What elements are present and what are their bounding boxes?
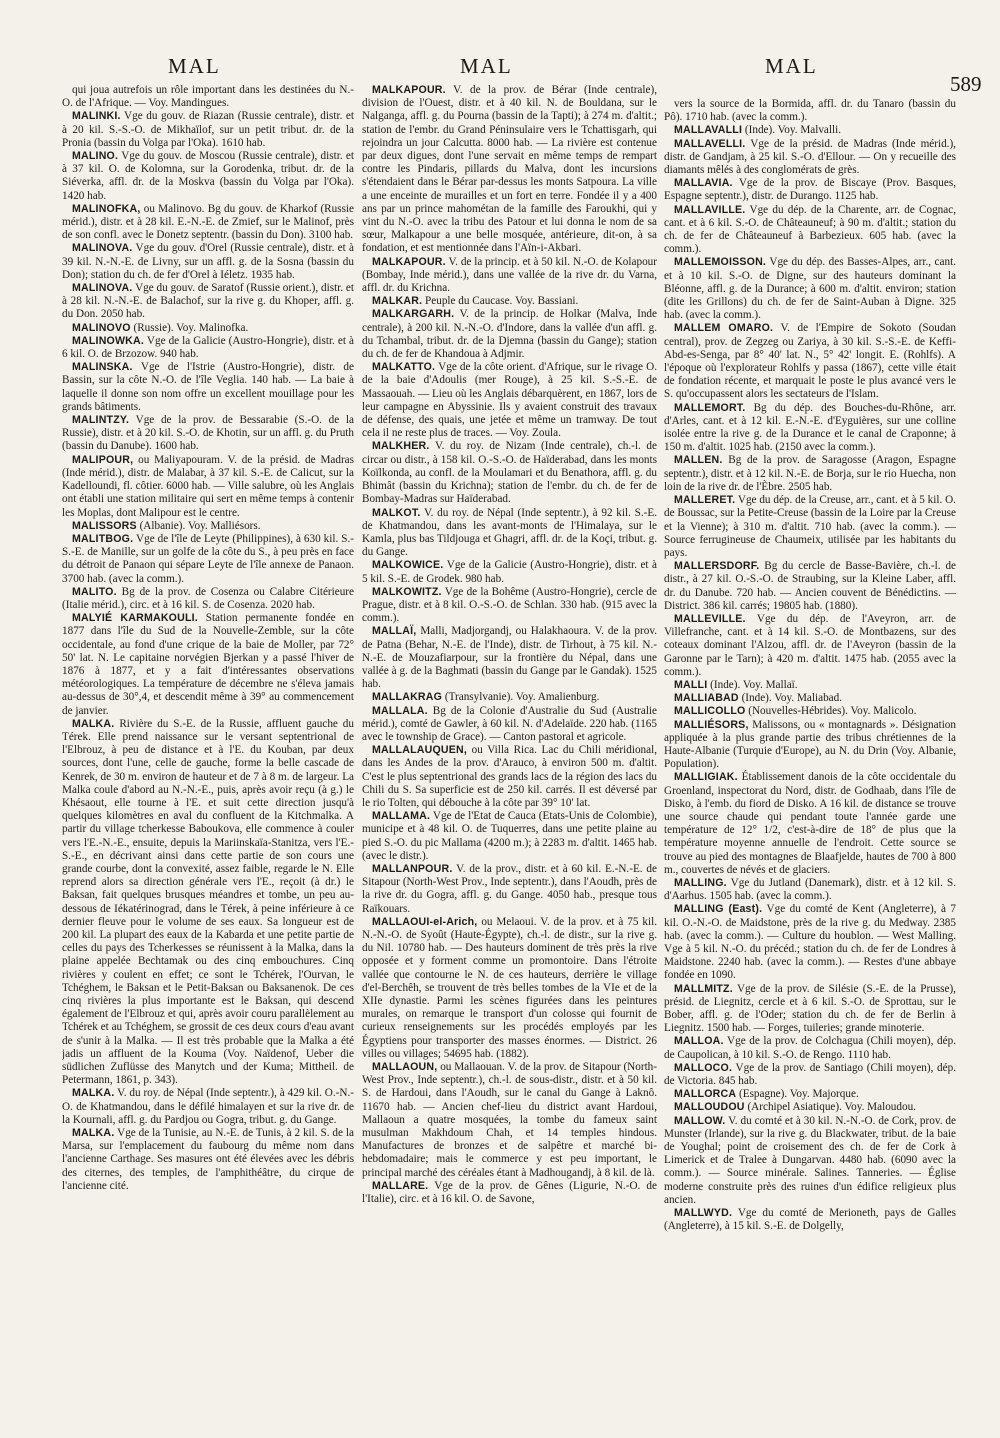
entry-headword: MALLANPOUR.: [372, 862, 453, 875]
dictionary-entry: [664, 204, 956, 257]
entry-headword: MALKARGARH.: [372, 308, 455, 321]
entry-headword: MALLIGIAK.: [674, 771, 738, 784]
dictionary-entry: [62, 361, 354, 414]
entry-text: Vge de l'île de Leyte (Philippines), à 630 kil. S.-S.-E. de Manille, sur un golfe de la côte du S., à peu près en face du détroit de Panaon qui sépare Leyte de l'île annexe de Panaon. 3700 hab. (avec la comm.).: [62, 532, 354, 585]
dictionary-entry: [664, 877, 956, 903]
entry-text: Vge de la côte orient. d'Afrique, sur le rivage O. de la baie d'Adoulis (mer Rouge), à 25 kil. S.-S.-E. de Massaouah. — Lieu où les Anglais débarquèrent, en 1867, lors de leur campagne en Abyssinie. Ils y avaient construit des travaux de défense, des quais, une jetée et même un tramway. De tout cela il ne reste plus de traces. — Voy. Zoula.: [362, 361, 657, 440]
entry-text: vers la source de la Bormida, affl. dr. du Tanaro (bassin du Pô). 1710 hab. (avec la comm.).: [664, 98, 956, 124]
dictionary-entry: [664, 679, 956, 692]
entry-headword: MALLAOUN,: [372, 1061, 438, 1074]
dictionary-entry: [362, 559, 657, 585]
entry-text: V. de la prov. de Bérar (Inde centrale), division de l'Ouest, distr. et à 40 kil. N. de Bouldana, sur le Nalganga, affl. g. du Pourna (bassin de la Tapti); à 274 m. d'altit.; station de l'embr. du Grand Péninsulaire vers le Tchattisgarh, qui rejoindra un jour Calcutta. 8000 hab. — La rivière est contenue par deux digues, dont l'une servait en même temps de rempart contre les Pindaris, pillards du Malva, dont les incursions s'étendaient dans le Bérar par-dessus les monts Satpoura. La ville a une enceinte de murailles et un fort en terre. Fondée il y a 400 ans par un prince mahométan de la famille des Faroukhi, qui y vint du N.-O. avec la tribu des Patour et lui donna le nom de sa sœur, Malkapour a une belle mosquée, antérieure, dit-on, à sa fondation, et est mentionnée dans l'Aïn-i-Akbari.: [362, 84, 657, 255]
entry-headword: MALINOVA.: [72, 282, 133, 295]
entry-text: Vge du comté de Kent (Angleterre), à 7 kil. O.-N.-O. de Maidstone, près de la rive g. du Medway. 2385 hab. (avec la comm.). — Culture du houblon. — West Malling. Vge à 5 kil. N.-O. du précéd.; station du ch. de fer de Londres à Maidstone. 2240 hab. (avec la comm.). — Restes d'une abbaye fondée en 1090.: [664, 903, 956, 982]
entry-headword: MALLOUDOU: [674, 1101, 745, 1114]
dictionary-entry: [62, 612, 354, 718]
entry-text: V. du roy. de Nizam (Inde centrale), ch.-l. de circar ou distr., à 158 kil. O.-S.-O. de Haïderabad, dans les monts Koïlkonda, au confl. de la Moulamari et du Benathora, affl. g. du Bhimât (bassin du Krichna); station de l'embr. du ch. de fer de Bombay-Madras sur Haïderabad.: [362, 440, 657, 506]
entry-text: Vge de la prov. de Bessarabie (S.-O. de la Russie), distr. et à 20 kil. S.-O. de Khotin, sur un affl. g. du Pruth (bassin du Danube). 1600 hab.: [62, 414, 354, 453]
entry-text: Vge de la prov. de Silésie (S.-E. de la Prusse), présid. de Liegnitz, cercle et à 6 kil. S.-O. de Sprottau, sur le Bober, affl. g. de l'Oder; station du ch. de fer de Berlin à Liegnitz. 1500 hab. — Forges, tuileries; grande minoterie.: [664, 982, 956, 1035]
entry-text: Vge de la présid. de Madras (Inde mérid.), distr. de Gandjam, à 25 kil. S.-O. d'Ellour. — On y recueille des diamants mêlés à des conglomérats de grès.: [664, 137, 956, 177]
entry-text: Bg du dép. des Bouches-du-Rhône, arr. d'Arles, cant. et à 12 kil. E.-N.-E. d'Eyguières, sur une colline isolée entre la rive g. de la Durance et le canal de Craponne; à 150 m. d'altit. 1025 hab. (2150 avec la comm.).: [664, 401, 956, 454]
entry-headword: MALINKI.: [72, 110, 121, 123]
entry-headword: MALKAPOUR.: [372, 255, 446, 268]
entry-headword: MALKOWICE.: [372, 559, 444, 572]
dictionary-entry: [362, 84, 657, 256]
entry-headword: MALINOFKA,: [72, 202, 141, 215]
dictionary-entry: [664, 613, 956, 679]
entry-headword: MALINO.: [72, 150, 119, 163]
entry-text: V. de l'Empire de Sokoto (Soudan central), prov. de Zegzeg ou Zariya, à 30 kil. S.-S.-E. de Keffi-Abd-es-Senga, par 8° 40' lat. N., 5° 42' longit. E. (Rohlfs). A l'époque où l'explorateur Rohlfs y passa (1867), cette ville était de fondation récente, et marquait le poste le plus avancé vers le S. qu'occupassent alors les sectateurs de l'Islam.: [664, 322, 956, 401]
entry-headword: MALLEMORT.: [674, 401, 746, 414]
entry-text: Malli, Madjorgandj, ou Halakhaoura. V. de la prov. de Patna (Behar, N.-E. de l'Inde), distr. de Tirhout, à 75 kil. N.-N.-E. de Mouzafiarpour, sur la frontière du Népal, dans une vallée à g. de la Baghmati (bassin du Gange par le Gandak). 1525 hab.: [362, 625, 657, 691]
entry-headword: MALLAVALLI: [674, 124, 743, 137]
dictionary-entry: [664, 1062, 956, 1088]
entry-text: V. du roy. de Népal (Inde septentr.), à 429 kil. O.-N.-O. de Khatmandou, dans le défilé himalayen et sur la rive dr. de la Kournali, affl. g. du Pardjou ou Gogra, tribut. g. du Gange.: [62, 1087, 354, 1126]
dictionary-entry: [362, 507, 657, 560]
entry-headword: MALLARE.: [372, 1179, 429, 1192]
dictionary-entry: [362, 863, 657, 916]
entry-text: (Nouvelles-Hébrides). Voy. Malicolo.: [748, 705, 917, 718]
dictionary-entry: [62, 110, 354, 150]
entry-headword: MALKOWITZ.: [372, 585, 442, 598]
dictionary-entry: [62, 414, 354, 454]
entry-text: Vge de la prov. de Santiago (Chili moyen), dép. de Victoria. 845 hab.: [664, 1061, 956, 1088]
dictionary-entry: [362, 308, 657, 361]
entry-headword: MALLORCA: [674, 1088, 737, 1101]
entry-text: Vge de l'Istrie (Austro-Hongrie), distr. de Bassin, sur la côte N.-O. de l'île Veglia. 140 hab. — La baie à laquelle il donne son nom offre un excellent mouillage pour les grands bâtiments.: [62, 361, 354, 413]
entry-headword: MALYIÉ KARMAKOULI.: [72, 612, 198, 625]
entry-text: (Russie). Voy. Malinofka.: [133, 321, 249, 334]
dictionary-entry: [62, 718, 354, 1088]
dictionary-entry: [664, 560, 956, 613]
entry-text: qui joua autrefois un rôle important dans les destinées du N.-O. de l'Afrique. — Voy. Mandingues.: [62, 84, 354, 110]
dictionary-entry: [664, 256, 956, 322]
entry-headword: MALKAR.: [372, 295, 423, 308]
entry-headword: MALLAVILLE.: [674, 203, 746, 216]
entry-headword: MALKHER.: [372, 440, 430, 453]
entry-headword: MALLING (East).: [674, 903, 763, 916]
dictionary-entry: [62, 454, 354, 520]
entry-headword: MALLAÏ,: [372, 625, 417, 638]
entry-text: Établissement danois de la côte occidentale du Groenland, inspectorat du Nord, distr. de Godhaab, dans l'île de Disko, à l'emb. du fiord de Disko. A 16 kil. de distance se trouve une source chaude qui pendant toute l'année garde une température de 12° 1/2, c'est-à-dire de 18° de plus que la température moyenne annuelle de l'endroit. Cette source se trouve au pied des montagnes de Blaafjelde, hautes de 700 à 800 m., couvertes de névés et de glaciers.: [664, 771, 956, 876]
entry-text: Vge de la prov. de Biscaye (Prov. Basques, Espagne septentr.), distr. de Durango. 1125 hab.: [664, 177, 956, 203]
dictionary-entry: [664, 454, 956, 494]
entry-text: Bg de la prov. de Saragosse (Aragon, Espagne septentr.), distr. et à 12 kil. N.-E. de Borja, sur le rio Huecha, non loin de la rive dr. de l'Èbre. 2505 hab.: [664, 454, 956, 493]
dictionary-entry: [362, 1061, 657, 1180]
entry-text: Vge de la prov. de Colchagua (Chili moyen), dép. de Caupolican, à 10 kil. S.-O. de Rengo. 1110 hab.: [664, 1035, 956, 1061]
entry-text: Bg du cercle de Basse-Bavière, ch.-l. de distr., à 27 kil. O.-S.-O. de Straubing, sur la Kleine Laber, affl. dr. du Danube. 720 hab. — Ancien couvent de Bénédictins. — District. 386 kil. carrés; 19805 hab. (1880).: [664, 560, 956, 612]
entry-headword: MALINTZY.: [72, 414, 130, 427]
entry-text: (Espagne). Voy. Majorque.: [739, 1088, 859, 1101]
entry-text: Rivière du S.-E. de la Russie, affluent gauche du Térek. Elle prend naissance sur le versant septentrional de l'Elbrouz, à peu de distance et à l'E. du Kouban, par deux sources, dont l'une, celle de gauche, forme la belle cascade de Kenrek, de 30 m. environ de hauteur et de 7 à 8 m. de largeur. La Malka coule d'abord au N.-N.-E., puis, après avoir reçu (à g.) le Khésaout, elle tourne à l'E. et suit cette direction jusqu'à quelques kilomètres en aval du confluent de la Kitchmalka. A partir du village tcherkesse Baboukova, elle commence à couler vers l'E.-N.-E., ensuite, depuis la Mariinskaïa-Stanitza, vers l'E.-S.-E., en décrivant ainsi dans cette partie de son cours une grande courbe, dont la convexité, assez faible, regarde le N. Elle reprend alors sa direction générale vers l'E., reçoit (à dr.) le Baksan, fait quelques brusques méandres et tombe, un peu au-dessous de Iékatérinograd, dans le Térek, à peine inférieure à ce dernier fleuve pour le volume de ses eaux. Sa longueur est de 200 kil. La plupart des eaux de la Kabarda et une petite partie de celles du pays des Tcherkesses se réunissent à la Malka, dans la plaine appelée Bechtamak ou des cinq embouchures. Cinq rivières y coulent en effet; ce sont le Tchérek, l'Ourvan, le Tchéghem, le Baksan et le Petit-Baksan ou Baksanenok. De ces cinq rivières la plus importante est le Baksan, qui descend également de l'Elbrouz et qui, après avoir couru parallèlement au Tchérek et au Tchéghem, se grossit de ces deux cours d'eau avant de s'unir à la Malka. — Il est très probable que la Malka a été jadis un affluent de la Kouma (Voy. Naïdenof, Ueber die südlichen Zuflüsse des Manytch und der Kuma; Mittheil. de Petermann, 1861, p. 343).: [62, 717, 354, 1087]
dictionary-entry: [664, 1207, 956, 1233]
entry-headword: MALINSKA.: [72, 361, 133, 374]
dictionary-entry: [62, 242, 354, 282]
dictionary-entry: [362, 361, 657, 440]
entry-text: ou Melaoui. V. de la prov. et à 75 kil. N.-N.-O. de Syoût (Haute-Égypte), ch.-l. de distr., sur la rive g. du Nil. 10780 hab. — Des hauteurs dominent de très près la rive opposée et y forment comme un promontoire. Dans l'étroite vallée que contourne le N. de ces hauteurs, derrière le village d'el-Berchêh, se trouvent de très belles tombes de la VIe et de la XIIe dynastie. Parmi les scènes figurées dans les peintures murales, on remarque le transport d'un colosse qui fournit de curieux renseignements sur les procédés employés par les Égyptiens pour transporter des masses énormes. — District. 26 villes ou villages; 54695 hab. (1882).: [362, 915, 657, 1060]
running-header-right: MAL: [765, 54, 818, 78]
entry-text: Vge de la Bohême (Austro-Hongrie), cercle de Prague, distr. et à 8 kil. O.-S.-O. de Schlan. 330 hab. (915 avec la comm.).: [362, 585, 657, 625]
entry-headword: MALKA.: [72, 1087, 115, 1100]
entry-headword: MALKATTO.: [372, 361, 436, 374]
entry-headword: MALLEMOISSON.: [674, 256, 767, 269]
dictionary-entry: [362, 440, 657, 506]
entry-text: V. de la princip. et à 50 kil. N.-O. de Kolapour (Bombay, Inde mérid.), dans une vallée de la rive dr. du Varna, affl. dr. du Krichna.: [362, 255, 657, 295]
entry-headword: MALLI: [674, 678, 708, 691]
dictionary-entry: [362, 916, 657, 1061]
entry-headword: MALLERET.: [674, 494, 736, 507]
dictionary-entry: [664, 322, 956, 401]
entry-headword: MALKA.: [72, 717, 115, 730]
entry-headword: MALLALA.: [372, 704, 428, 717]
entry-text: Bg de la Colonie d'Australie du Sud (Australie mérid.), comté de Gawler, à 60 kil. N. d'Adelaïde. 220 hab. (1165 avec le township de Grace). — Canton pastoral et agricole.: [362, 704, 657, 743]
dictionary-entry: [62, 282, 354, 322]
dictionary-entry: [664, 1035, 956, 1061]
entry-text: Malissons, ou « montagnards ». Désignation appliquée à la plus grande partie des tribus chrétiennes de la Haute-Albanie (Turquie d'Europe), au N. du Drin (Voy. Albanie, Population).: [664, 718, 956, 771]
entry-text: (Albanie). Voy. Malliésors.: [139, 519, 261, 532]
entry-headword: MALLMITZ.: [674, 982, 733, 995]
entry-text: Peuple du Caucase. Voy. Bassiani.: [425, 295, 579, 308]
entry-text: V. de la prov., distr. et à 60 kil. E.-N.-E. de Sitapour (North-West Prov., Inde septentr.), dans l'Aoudh, près de la rive dr. du Gogra, affl. g. du Gange. 4050 hab., presque tous Raïkouars.: [362, 862, 657, 915]
entry-text: (Inde). Voy. Maliabad.: [741, 692, 843, 705]
entry-text: Vge de la Tunisie, au N.-E. de Tunis, à 2 kil. S. de la Marsa, sur l'emplacement du faubourg du même nom dans l'ancienne Carthage. Ses masures ont été élevées avec les débris des citernes, des temples, de l'amphithéâtre, du cirque de l'ancienne cité.: [62, 1127, 354, 1192]
entry-headword: MALKOT.: [372, 506, 421, 519]
entry-headword: MALLAKRAG: [372, 691, 443, 704]
entry-text: Vge du dép. de l'Aveyron, arr. de Villefranche, cant. et à 14 kil. S.-O. de Montbazens, sur des coteaux dominant l'Alzou, affl. dr. de l'Aveyron (bassin de la Garonne par le Tarn); à 420 m. d'altit. 1475 hab. (2055 avec la comm.).: [664, 612, 956, 678]
entry-text: Bg de la prov. de Cosenza ou Calabre Citérieure (Italie mérid.), circ. et à 16 kil. S. de Cosenza. 2020 hab.: [62, 585, 354, 611]
dictionary-entry: [62, 1127, 354, 1193]
dictionary-entry: [664, 177, 956, 203]
entry-headword: MALLAMA.: [372, 810, 431, 823]
running-header-center: MAL: [460, 54, 513, 78]
dictionary-entry: [664, 124, 956, 137]
entry-text: Vge du comté de Merioneth, pays de Galles (Angleterre), à 15 kil. S.-E. de Dolgelly,: [664, 1207, 956, 1233]
entry-headword: MALITO.: [72, 585, 117, 598]
entry-headword: MALITBOG.: [72, 532, 134, 545]
entry-headword: MALLICOLLO: [674, 705, 746, 718]
dictionary-entry: [664, 402, 956, 455]
dictionary-entry: [62, 335, 354, 361]
entry-text: Vge du dép. de la Creuse, arr., cant. et à 5 kil. O. de Boussac, sur la Petite-Creuse (bassin de la Loire par la Creuse et la Vienne); à 310 m. d'altit. 710 hab. (avec la comm.). — Source ferrugineuse de Chaumeix, utilisée par les habitants du pays.: [664, 494, 956, 559]
dictionary-entry: [664, 692, 956, 705]
dictionary-entry: [62, 533, 354, 586]
dictionary-entry: [362, 256, 657, 296]
entry-text: ou Malinovo. Bg du gouv. de Kharkof (Russie mérid.), distr. et à 28 kil. E.-N.-E. de Zmief, sur le Malinof, près de son confl. avec le Donetz septentr. (bassin du Don). 3100 hab.: [62, 202, 354, 242]
entry-headword: MALLWYD.: [674, 1207, 733, 1220]
column-left: [62, 84, 354, 1424]
dictionary-entry: [62, 84, 354, 110]
dictionary-entry: [62, 322, 354, 335]
column-middle: [362, 84, 657, 1424]
dictionary-entry: [62, 203, 354, 243]
entry-headword: MALLERSDORF.: [674, 560, 760, 573]
column-right: [664, 98, 956, 1438]
entry-text: V. du comté et à 30 kil. N.-N.-O. de Cork, prov. de Munster (Irlande), sur la rive g. du Blackwater, tribut. de la baie de Youghal; point de croisement des ch. de fer de Cork à Limerick et de Tralee à Dungarvan. 4480 hab. (6090 avec la comm.). — Source minérale. Salines. Tanneries. — Église moderne construite près des ruines d'un édifice religieux plus ancien.: [664, 1114, 956, 1206]
entry-text: ou Maliyapouram. V. de la présid. de Madras (Inde mérid.), distr. de Malabar, à 37 kil. S.-E. de Calicut, sur la Kadelloundi, fl. côtier. 6000 hab. — Ville salubre, où les Anglais ont établi une station militaire qui sert en même temps à contenir les Moplas, dont Malipour est le centre.: [62, 453, 354, 519]
dictionary-entry: [664, 983, 956, 1036]
entry-text: Vge du gouv. d'Orel (Russie centrale), distr. et à 39 kil. N.-N.-E. de Livny, sur un affl. g. de la Sosna (bassin du Don); station du ch. de fer d'Orel à Iéletz. 1935 hab.: [62, 242, 354, 281]
dictionary-entry: [664, 1088, 956, 1101]
entry-text: (Inde). Voy. Mallaï.: [710, 678, 798, 691]
dictionary-entry: [362, 586, 657, 626]
dictionary-entry: [362, 625, 657, 691]
entry-headword: MALLEM OMARO.: [674, 322, 774, 335]
entry-headword: MALLALAUQUEN,: [372, 744, 467, 757]
entry-text: (Inde). Voy. Malvalli.: [744, 124, 842, 137]
entry-headword: MALISSORS: [72, 519, 137, 532]
entry-headword: MALINOVA.: [72, 242, 133, 255]
entry-headword: MALLOA.: [674, 1035, 724, 1048]
dictionary-entry: [362, 1180, 657, 1206]
entry-text: Station permanente fondée en 1877 dans l'île du Sud de la Nouvelle-Zemble, sur la côte occidentale, au fond d'une crique de la baie de Moller, par 72° 50' lat. N. Le capitaine norvégien Bjerkan y a passé l'hiver de 1876 à 1877, et y a fait d'intéressantes observations météorologiques. La température de décembre ne s'éleva jamais au-dessus de 30°,4, et descendit même à 39° au commencement de janvier.: [62, 612, 354, 717]
entry-headword: MALLEN.: [674, 454, 723, 467]
entry-text: V. du roy. de Népal (Inde septentr.), à 92 kil. S.-E. de Khatmandou, dans les avant-monts de l'Himalaya, sur le Kamla, plus bas Tildjouga et Ghagri, affl. dr. de la Koçi, tribut. g. du Gange.: [362, 506, 657, 559]
entry-text: ou Mallaouan. V. de la prov. de Sitapour (North-West Prov., Inde septentr.), ch.-l. de sous-distr., distr. et à 50 kil. S. de Hardoui, dans l'Aoudh, sur le canal du Gange à Laknô. 11670 hab. — Ancien chef-lieu du district avant Hardoui, Mallaoun a quatre mosquées, la tombe du fameux saint musulman Makhdoum Chah, et 14 temples hindous. Manufactures de bronzes et de salpêtre et marché bi-hebdomadaire; mais le commerce y est peu important, le principal marché des céréales étant à Madhougandj, à 8 kil. de là.: [362, 1061, 657, 1179]
dictionary-entry: [362, 295, 657, 308]
dictionary-entry: [664, 1115, 956, 1207]
entry-text: Vge du dép. des Basses-Alpes, arr., cant. et à 10 kil. S.-O. de Digne, sur des hauteurs dominant la Bléonne, affl. g. de la Durance; à 600 m. d'altit. environ; station (dite les Grillons) du ch. de fer de Saint-Auban à Digne. 325 hab. (avec la comm.).: [664, 256, 956, 322]
entry-text: Vge du gouv. de Moscou (Russie centrale), distr. et à 37 kil. O. de Kolomna, sur la Gorodenka, tribut. dr. de la Siéverka, affl. dr. de la Moskva (bassin du Volga par l'Oka). 1420 hab.: [62, 150, 354, 202]
entry-headword: MALINOVO: [72, 321, 131, 334]
dictionary-entry: [62, 586, 354, 612]
entry-headword: MALKAPOUR.: [372, 84, 446, 96]
dictionary-entry: [664, 1101, 956, 1114]
entry-headword: MALLIÉSORS,: [674, 718, 749, 731]
entry-headword: MALLAVELLI.: [674, 137, 746, 150]
page-number: 589: [950, 72, 982, 96]
entry-text: (Transylvanie). Voy. Amalienburg.: [444, 691, 600, 704]
entry-text: (Archipel Asiatique). Voy. Maloudou.: [747, 1101, 916, 1114]
entry-text: ou Villa Rica. Lac du Chili méridional, dans les Andes de la prov. d'Arauco, à environ 500 m. d'altit. C'est le plus septentrional des grands lacs de la région des lacs du Chili du S. Sa superficie est de 250 kil. carrés. Il est déversé par le rio Tolten, qui débouche à la côte par 39° 10' lat.: [362, 744, 657, 809]
entry-headword: MALLAVIA.: [674, 177, 733, 190]
entry-text: Vge du gouv. de Riazan (Russie centrale), distr. et à 20 kil. S.-S.-O. de Mikhaïlof, sur un petit tribut. dr. de la Pronia (bassin du Volga par l'Oka). 1610 hab.: [62, 110, 354, 149]
dictionary-entry: [362, 744, 657, 810]
dictionary-entry: [362, 810, 657, 863]
dictionary-entry: [664, 138, 956, 178]
dictionary-entry: [62, 520, 354, 533]
dictionary-entry: [362, 705, 657, 745]
entry-headword: MALLAOUI-el-Arich,: [372, 915, 478, 928]
dictionary-entry: [664, 494, 956, 560]
dictionary-entry: [62, 1087, 354, 1127]
entry-text: Vge de l'Etat de Cauca (Etats-Unis de Colombie), municipe et à 48 kil. O. de Tuquerres, dans une petite plaine au pied S.-O. du pic Mallama (4200 m.); à 2283 m. d'altit. 1465 hab. (avec le distr.).: [362, 810, 657, 862]
dictionary-entry: [664, 705, 956, 718]
entry-headword: MALIPOUR,: [72, 453, 134, 466]
entry-text: Vge de la Galicie (Austro-Hongrie), distr. et à 6 kil. O. de Brzozow. 940 hab.: [62, 334, 354, 361]
entry-headword: MALKA.: [72, 1127, 115, 1140]
entry-headword: MALLIABAD: [674, 692, 739, 705]
entry-headword: MALLOW.: [674, 1114, 726, 1127]
dictionary-entry: [362, 691, 657, 704]
entry-text: Vge du Jutland (Danemark), distr. et à 12 kil. S. d'Aarhus. 1505 hab. (avec la comm.).: [664, 876, 956, 903]
entry-text: Vge de la prov. de Gênes (Ligurie, N.-O. de l'Italie), circ. et à 16 kil. O. de Savone,: [362, 1179, 657, 1206]
dictionary-entry: [664, 719, 956, 772]
entry-text: Vge du gouv. de Saratof (Russie orient.), distr. et à 28 kil. N.-N.-E. de Balachof, sur la rive g. du Khoper, affl. g. du Don. 2050 hab.: [62, 282, 354, 321]
entry-headword: MALINOWKA.: [72, 334, 145, 347]
dictionary-entry: [664, 771, 956, 877]
dictionary-entry: [664, 98, 956, 124]
entry-headword: MALLOCO.: [674, 1061, 733, 1074]
running-header-left: MAL: [168, 54, 221, 78]
entry-text: Vge du dép. de la Charente, arr. de Cognac, cant. et à 6 kil. S.-O. de Châteauneuf; à 90 m. d'altit.; station du ch. de fer de Châteauneuf à Barbezieux. 605 hab. (avec la comm.).: [664, 203, 956, 256]
entry-text: Vge de la Galicie (Austro-Hongrie), distr. et à 5 kil. S.-E. de Grodek. 980 hab.: [362, 559, 657, 585]
dictionary-entry: [62, 150, 354, 203]
dictionary-entry: [664, 903, 956, 982]
entry-headword: MALLING.: [674, 876, 727, 889]
entry-text: V. de la princip. de Holkar (Malva, Inde centrale), à 200 kil. N.-N.-O. d'Indore, dans la vallée d'un affl. g. du Tchambal, tribut. dr. de la Djemna (bassin du Gange); station du ch. de fer de Khandoua à Adjmir.: [362, 308, 657, 361]
entry-headword: MALLEVILLE.: [674, 612, 746, 625]
